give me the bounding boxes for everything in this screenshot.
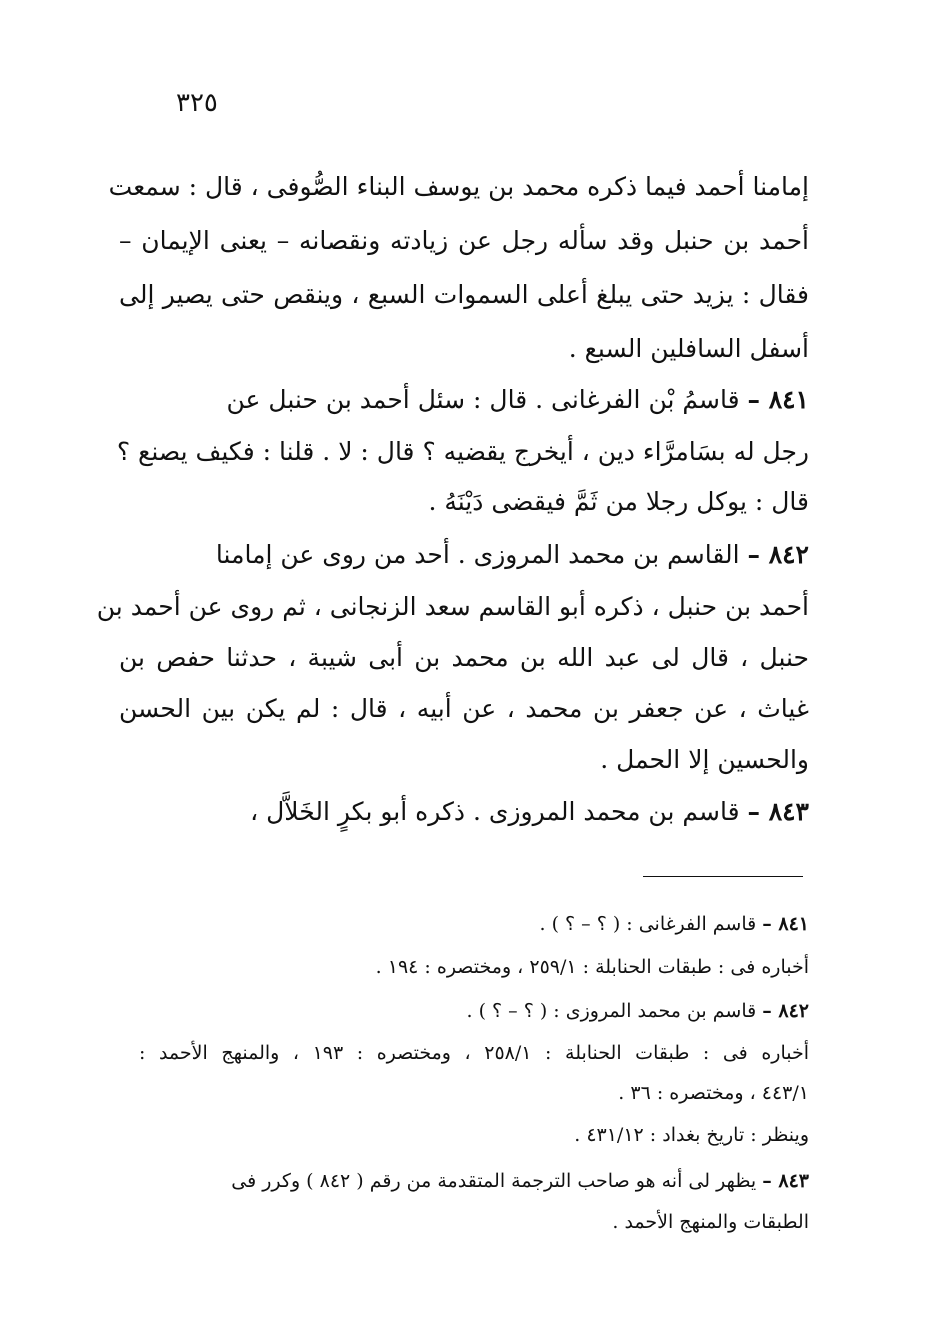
- footnote-divider: [643, 876, 803, 877]
- entry-842-heading: [119, 540, 809, 569]
- footnote-842-heading: [139, 1000, 809, 1022]
- entry-number-841: ٨٤١ –: [747, 385, 809, 414]
- footnote-text: يظهر لى أنه هو صاحب الترجمة المتقدمة من رقم ( ٨٤٢ ) وكرر فى: [231, 1170, 757, 1192]
- footnote-number-842: ٨٤٢ –: [762, 1000, 809, 1022]
- entry-842-text: القاسم بن محمد المروزى . أحد من روى عن إمامنا: [215, 540, 740, 569]
- footnote-line: أخباره فى : طبقات الحنابلة : ٢٥٩/١ ، ومختصره : ١٩٤ .: [375, 956, 809, 978]
- text-line: قال : يوكل رجلا من ثَمَّ فيقضى دَيْنَهُ .: [428, 487, 809, 516]
- footnote-text: قاسم الفرغانى : ( ؟ – ؟ ) .: [539, 913, 757, 935]
- entry-number-842: ٨٤٢ –: [747, 540, 809, 569]
- footnote-text: قاسم بن محمد المروزى : ( ؟ – ؟ ) .: [466, 1000, 757, 1022]
- text-line: أسفل السافلين السبع .: [568, 334, 809, 363]
- footnote-line: أخباره فى : طبقات الحنابلة : ٢٥٨/١ ، ومختصره : ١٩٣ ، والمنهج الأحمد :: [139, 1042, 809, 1064]
- text-line: أحمد بن حنبل ، ذكره أبو القاسم سعد الزنجانى ، ثم روى عن أحمد بن: [96, 592, 809, 621]
- footnote-line: وينظر : تاريخ بغداد : ٤٣١/١٢ .: [574, 1124, 809, 1146]
- footnote-number-843: ٨٤٣ –: [762, 1170, 809, 1192]
- entry-number-843: ٨٤٣ –: [747, 797, 809, 826]
- text-line: والحسين إلا الحمل .: [600, 745, 809, 774]
- text-line: حنبل ، قال لى عبد الله بن محمد بن أبى شيبة ، حدثنا حفص بن: [119, 643, 809, 672]
- entry-841-heading: [119, 385, 809, 414]
- footnote-number-841: ٨٤١ –: [762, 913, 809, 935]
- text-line: إمامنا أحمد فيما ذكره محمد بن يوسف البناء الصُّوفى ، قال : سمعت: [108, 172, 809, 201]
- footnote-841-heading: [139, 913, 809, 935]
- footnote-line: ٤٤٣/١ ، ومختصره : ٣٦ .: [618, 1082, 809, 1104]
- text-line: رجل له بسَامرَّاء دين ، أيخرج يقضيه ؟ قال : لا . قلنا : فكيف يصنع ؟: [116, 437, 809, 466]
- footnote-line: الطبقات والمنهج الأحمد .: [612, 1211, 809, 1233]
- entry-841-text: قاسمُ بْن الفرغانى . قال : سئل أحمد بن حنبل عن: [226, 385, 740, 414]
- entry-843-text: قاسم بن محمد المروزى . ذكره أبو بكرٍ الخَلاَّل ،: [250, 797, 740, 826]
- text-line: غياث ، عن جعفر بن محمد ، عن أبيه ، قال : لم يكن بين الحسن: [119, 694, 809, 723]
- text-line: فقال : يزيد حتى يبلغ أعلى السموات السبع ، وينقص حتى يصير إلى: [119, 280, 809, 309]
- footnote-843-heading: [139, 1170, 809, 1192]
- page-number: ٣٢٥: [176, 88, 218, 118]
- text-line: أحمد بن حنبل وقد سأله رجل عن زيادته ونقصانه – يعنى الإيمان –: [119, 226, 809, 255]
- entry-843-heading: [119, 797, 809, 826]
